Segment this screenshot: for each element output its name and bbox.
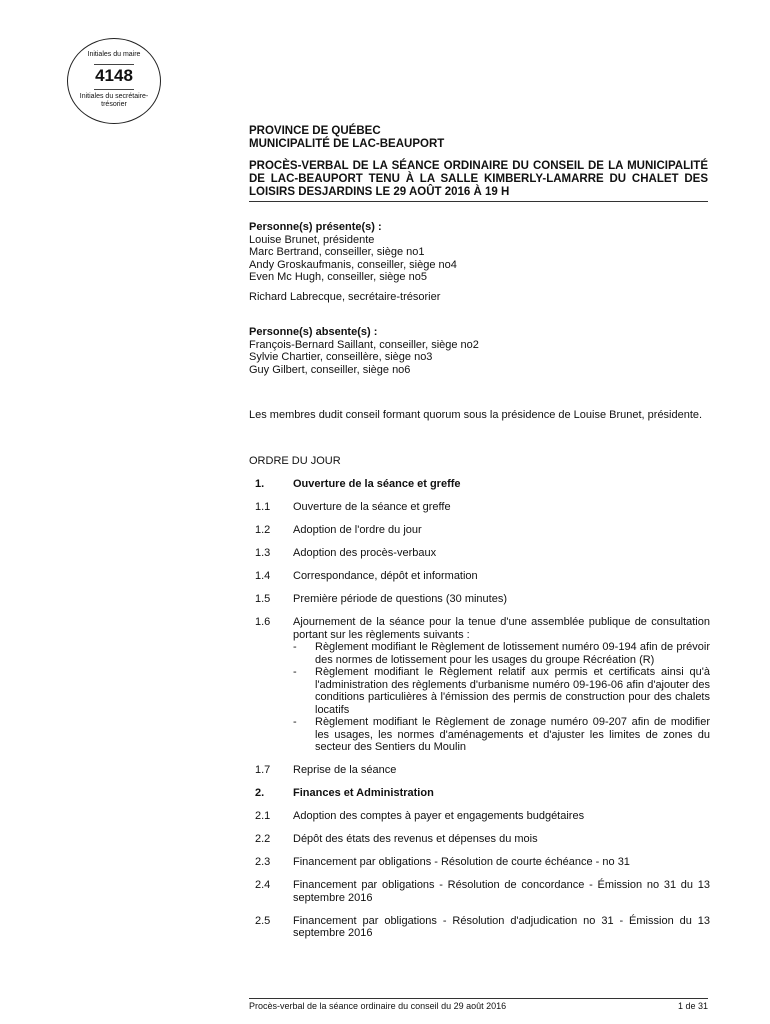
agenda-item-text: Adoption des comptes à payer et engagements budgétaires [293, 810, 585, 822]
agenda-item-text: Ouverture de la séance et greffe [293, 501, 451, 513]
agenda-item-text: Finances et Administration [293, 787, 434, 799]
absent-section [249, 326, 708, 376]
province-line: PROVINCE DE QUÉBEC [249, 125, 381, 137]
subitem-text: Règlement modifiant le Règlement de zonage numéro 09-207 afin de modifier les usages, les normes d'aménagements et d'ajuster les limites de zones du secteur des Sentiers du Moulin [315, 716, 710, 753]
agenda-item [255, 547, 710, 560]
agenda-item [255, 524, 710, 537]
agenda-item [255, 915, 710, 940]
agenda-item-number: 1.5 [255, 593, 271, 605]
agenda-item-number: 1.3 [255, 547, 271, 559]
present-section [249, 221, 708, 284]
agenda-item-number: 2. [255, 787, 265, 799]
secretary-line: Richard Labrecque, secrétaire-trésorier [249, 291, 441, 303]
agenda-item [255, 856, 710, 869]
present-member: Andy Groskaufmanis, conseiller, siège no4 [249, 258, 457, 271]
subitem-dash: - [293, 666, 297, 678]
agenda-item-text: Adoption des procès-verbaux [293, 547, 437, 559]
subitem-dash: - [293, 716, 297, 728]
agenda-item-text: Adoption de l'ordre du jour [293, 524, 422, 536]
document-header [249, 125, 708, 151]
mayor-initials-label: Initiales du maire [87, 51, 141, 58]
agenda-item [255, 478, 710, 491]
page-footer [249, 998, 708, 1011]
agenda-item [255, 787, 710, 800]
secretary-initials-label: Initiales du secrétaire-trésorier [79, 93, 149, 108]
agenda-item [255, 810, 710, 823]
page-number-stamp: 4148 [95, 66, 133, 85]
agenda-item-number: 1.1 [255, 501, 271, 513]
subitem-dash: - [293, 641, 297, 653]
agenda-subitems [293, 641, 710, 754]
agenda-item-number: 2.3 [255, 856, 271, 868]
agenda-item [255, 570, 710, 583]
agenda-item-text: Dépôt des états des revenus et dépenses du mois [293, 833, 538, 845]
agenda-subitem [293, 666, 710, 716]
absent-heading: Personne(s) absente(s) : [249, 326, 378, 338]
agenda-item-number: 1.2 [255, 524, 271, 536]
stamp-divider-bottom [94, 89, 134, 90]
subitem-text: Règlement modifiant le Règlement de lotissement numéro 09-194 afin de prévoir des normes de lotissement pour les usages du groupe Récréation (R) [315, 641, 710, 666]
agenda-subitem [293, 716, 710, 754]
agenda-item-text: Correspondance, dépôt et information [293, 570, 478, 582]
agenda-subitem [293, 641, 710, 666]
agenda-item-number: 1. [255, 478, 265, 490]
agenda-item-text: Financement par obligations - Résolution de courte échéance - no 31 [293, 856, 630, 868]
municipality-line: MUNICIPALITÉ DE LAC-BEAUPORT [249, 138, 445, 150]
agenda-item-number: 2.5 [255, 914, 271, 927]
subitem-text: Règlement modifiant le Règlement relatif aux permis et certificats ainsi qu'à l'administration des règlements d'urbanisme numéro 09-196-06 afin d'ajouter des conditions particulières à l'émission des permis de construction pour des chalets locatifs [315, 666, 710, 716]
agenda-item-text: Financement par obligations - Résolution d'adjudication no 31 - Émission du 13 septembre 2016 [293, 914, 710, 939]
agenda-item-number: 1.4 [255, 570, 271, 582]
agenda-item [255, 593, 710, 606]
agenda-item-number: 2.4 [255, 879, 271, 891]
stamp-divider-top [94, 64, 134, 65]
initials-stamp [67, 38, 161, 124]
absent-member: François-Bernard Saillant, conseiller, siège no2 [249, 338, 479, 351]
agenda-item [255, 879, 710, 904]
present-member: Marc Bertrand, conseiller, siège no1 [249, 246, 425, 258]
agenda-heading: ORDRE DU JOUR [249, 455, 341, 467]
agenda-item-text: Reprise de la séance [293, 764, 397, 776]
agenda-item-text: Financement par obligations - Résolution de concordance - Émission no 31 du 13 septembre 2016 [293, 879, 710, 904]
agenda-item-number: 1.7 [255, 764, 271, 776]
absent-member: Sylvie Chartier, conseillère, siège no3 [249, 351, 433, 363]
document-title: PROCÈS-VERBAL DE LA SÉANCE ORDINAIRE DU CONSEIL DE LA MUNICIPALITÉ DE LAC-BEAUPORT TENU À LA SALLE KIMBERLY-LAMARRE DU CHALET DES LOISIRS DESJARDINS LE 29 AOÛT 2016 À 19 H [249, 160, 708, 202]
present-heading: Personne(s) présente(s) : [249, 221, 382, 233]
agenda-item [255, 616, 710, 754]
absent-member: Guy Gilbert, conseiller, siège no6 [249, 363, 411, 376]
agenda-item-text: Ajournement de la séance pour la tenue d'une assemblée publique de consultation portant sur les règlements suivants : [293, 616, 710, 641]
present-member: Louise Brunet, présidente [249, 233, 375, 246]
footer-page-count: 1 de 31 [677, 1001, 708, 1011]
agenda-list [255, 478, 710, 950]
quorum-statement: Les membres dudit conseil formant quorum sous la présidence de Louise Brunet, présidente. [249, 409, 703, 421]
agenda-item [255, 833, 710, 846]
agenda-item-text: Première période de questions (30 minutes) [293, 593, 508, 605]
agenda-item-number: 2.1 [255, 810, 271, 822]
present-member: Even Mc Hugh, conseiller, siège no5 [249, 271, 427, 283]
agenda-item [255, 764, 710, 777]
footer-title: Procès-verbal de la séance ordinaire du conseil du 29 août 2016 [249, 1001, 507, 1011]
agenda-item-number: 1.6 [255, 616, 271, 628]
agenda-item-text: Ouverture de la séance et greffe [293, 478, 461, 490]
agenda-item [255, 501, 710, 514]
agenda-item-number: 2.2 [255, 833, 271, 845]
